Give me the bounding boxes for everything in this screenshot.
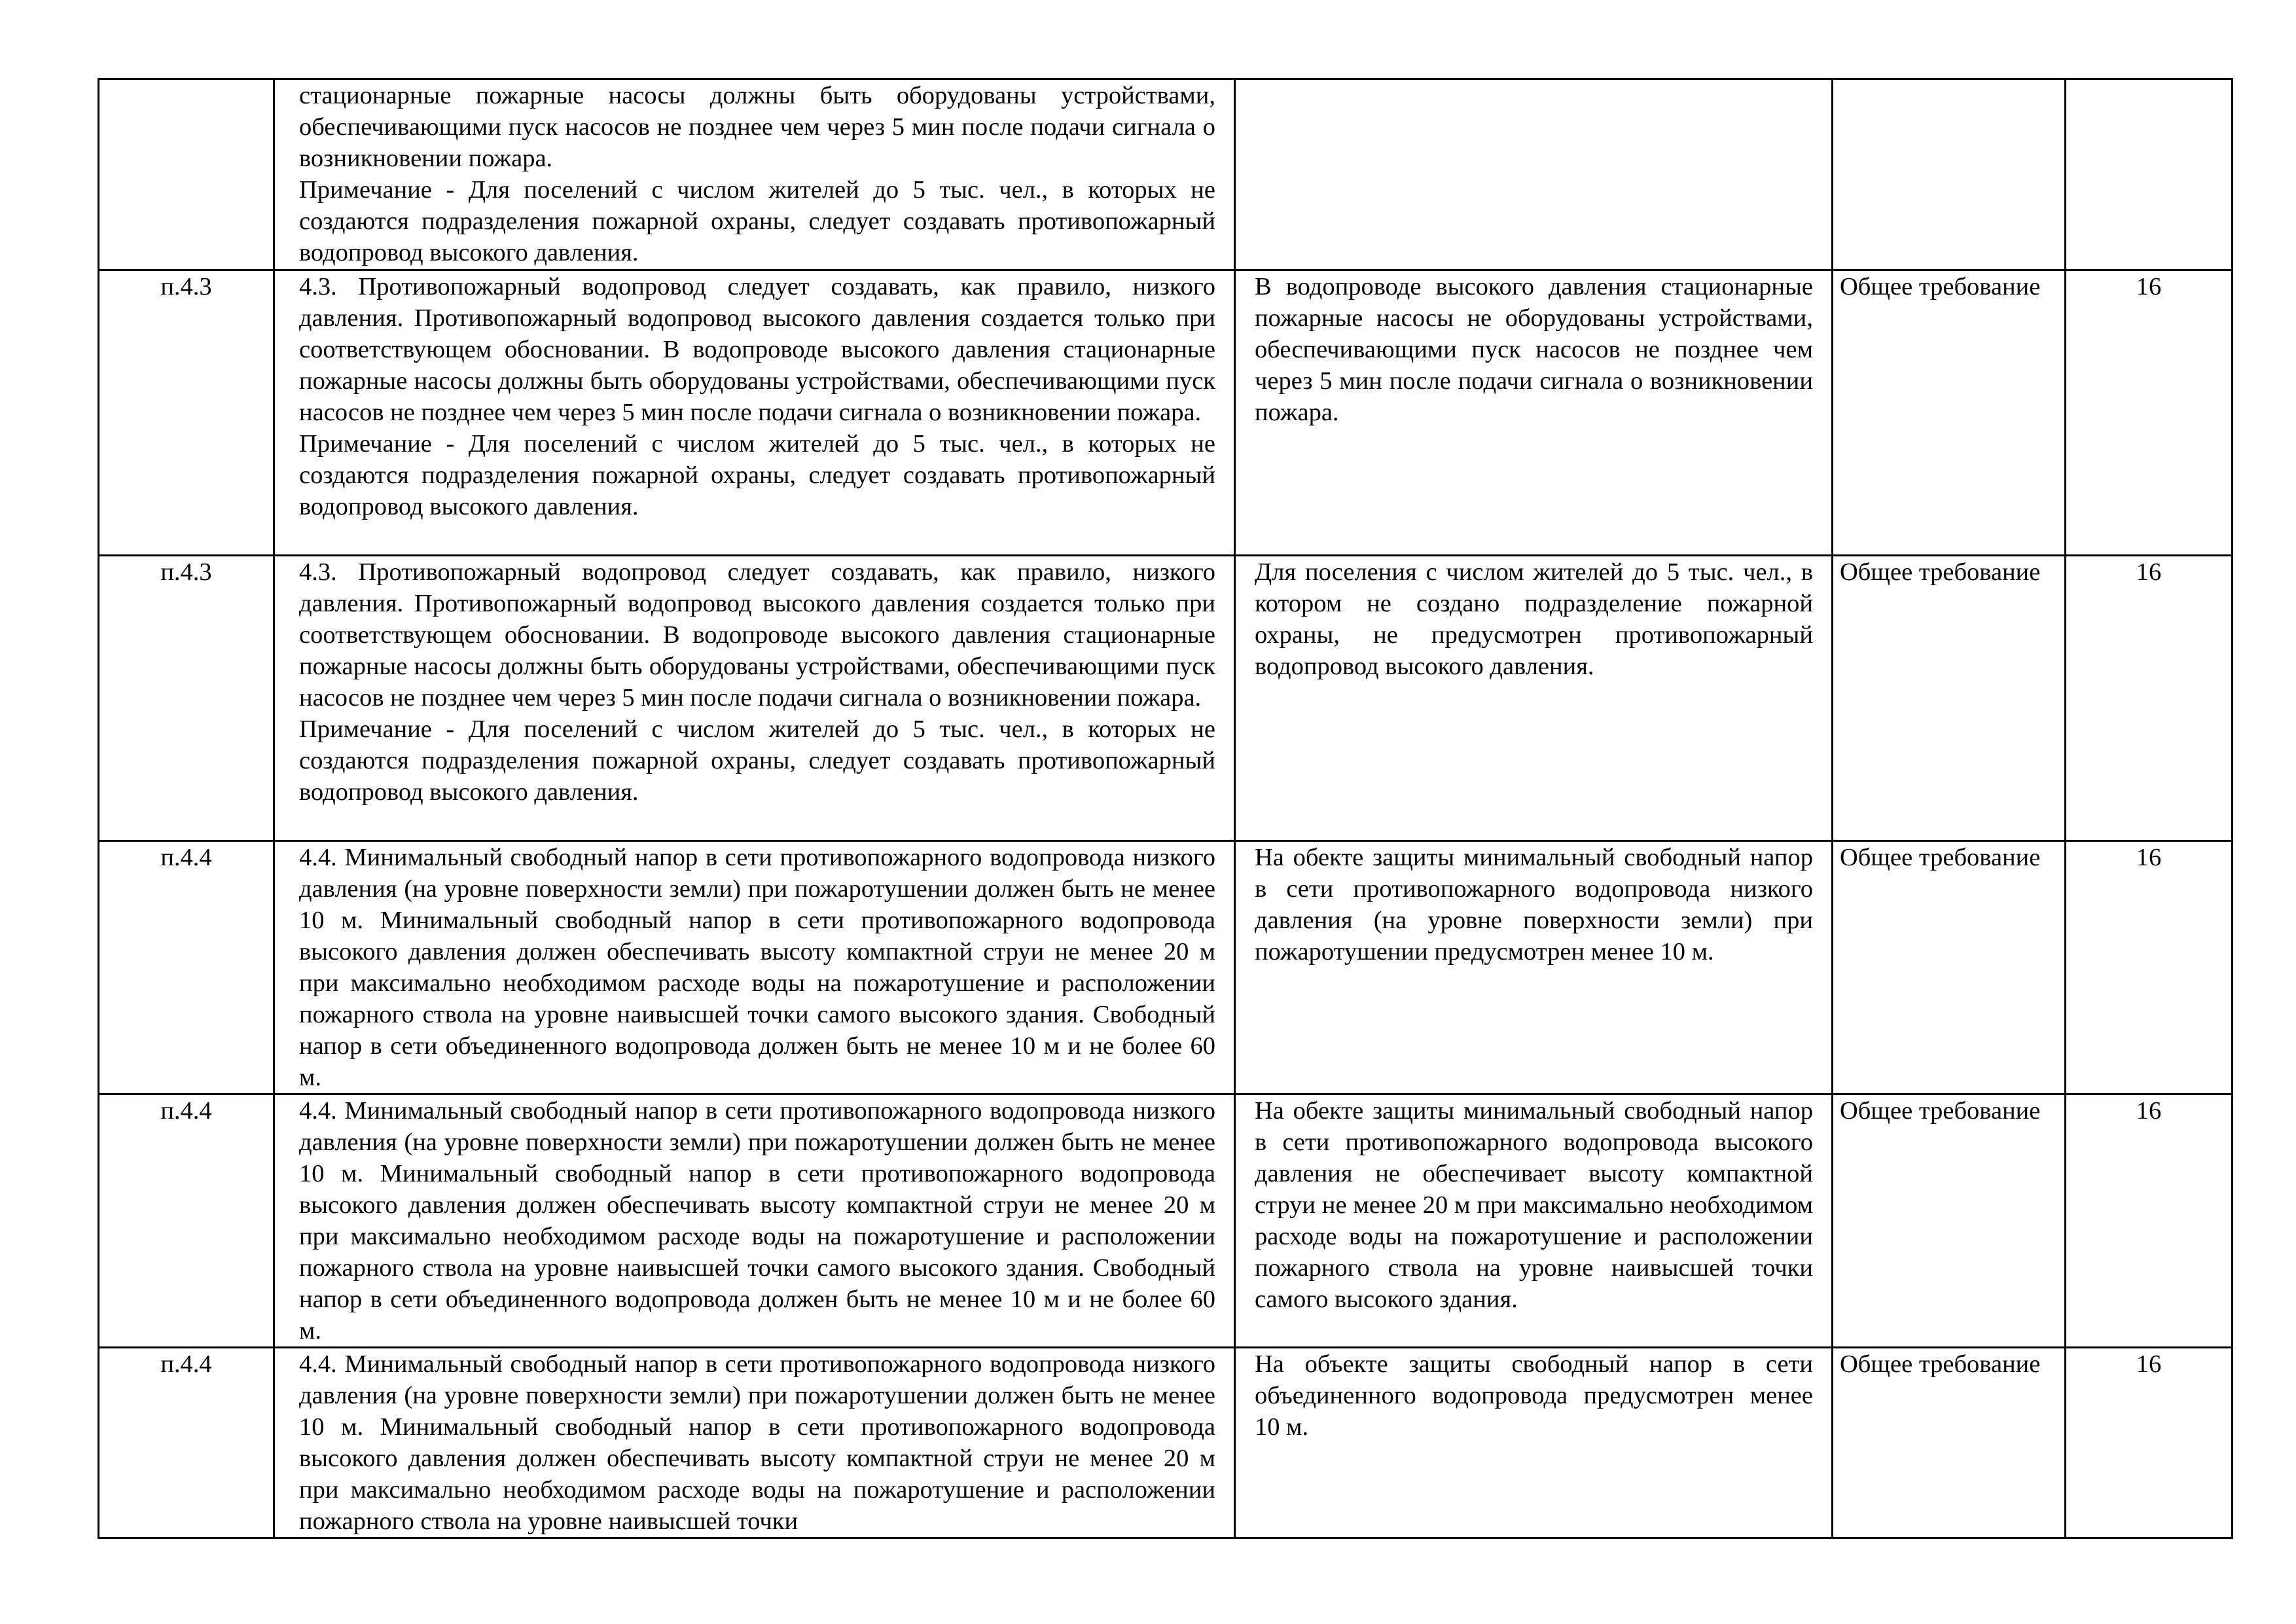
requirement-cell bbox=[274, 270, 1235, 556]
requirement-paragraph: 4.3. Противопожарный водопровод следует создавать, как правило, низкого давления. Противопожарный водопровод высокого давления создается только при соответствующем обосновании. В водопроводе высокого давления стационарные пожарные насосы должны быть оборудованы устройствами, обеспечивающими пуск насосов не позднее чем через 5 мин после подачи сигнала о возникновении пожара. bbox=[299, 273, 1215, 426]
type-cell: Общее требование bbox=[1833, 841, 2066, 1094]
requirement-note: Примечание - Для поселений с числом жителей до 5 тыс. чел., в которых не создаются подразделения пожарной охраны, следует создавать противопожарный водопровод высокого давления. bbox=[299, 176, 1215, 266]
number-cell: 16 bbox=[2066, 1348, 2233, 1538]
ref-cell: п.4.3 bbox=[99, 270, 274, 556]
type-cell: Общее требование bbox=[1833, 1348, 2066, 1538]
requirement-paragraph: 4.4. Минимальный свободный напор в сети противопожарного водопровода низкого давления (на уровне поверхности земли) при пожаротушении должен быть не менее 10 м. Минимальный свободный напор в сети противопожарного водопровода высокого давления должен обеспечивать высоту компактной струи не менее 20 м при максимально необходимом расходе воды на пожаротушение и расположении пожарного ствола на уровне наивысшей точки самого высокого здания. Свободный напор в сети объединенного водопровода должен быть не менее 10 м и не более 60 м. bbox=[299, 844, 1215, 1091]
table-row bbox=[99, 1094, 2233, 1348]
ref-cell: п.4.4 bbox=[99, 1348, 274, 1538]
ref-cell: п.4.4 bbox=[99, 841, 274, 1094]
requirements-table bbox=[98, 78, 2233, 1539]
number-cell: 16 bbox=[2066, 270, 2233, 556]
table-row bbox=[99, 556, 2233, 841]
table-row bbox=[99, 79, 2233, 270]
type-cell: Общее требование bbox=[1833, 556, 2066, 841]
requirement-note: Примечание - Для поселений с числом жителей до 5 тыс. чел., в которых не создаются подразделения пожарной охраны, следует создавать противопожарный водопровод высокого давления. bbox=[299, 715, 1215, 806]
requirement-paragraph: 4.4. Минимальный свободный напор в сети противопожарного водопровода низкого давления (на уровне поверхности земли) при пожаротушении должен быть не менее 10 м. Минимальный свободный напор в сети противопожарного водопровода высокого давления должен обеспечивать высоту компактной струи не менее 20 м при максимально необходимом расходе воды на пожаротушение и расположении пожарного ствола на уровне наивысшей точки bbox=[299, 1350, 1215, 1535]
requirement-cell bbox=[274, 1348, 1235, 1538]
table-row bbox=[99, 841, 2233, 1094]
ref-cell: п.4.4 bbox=[99, 1094, 274, 1348]
requirement-paragraph: 4.3. Противопожарный водопровод следует создавать, как правило, низкого давления. Противопожарный водопровод высокого давления создается только при соответствующем обосновании. В водопроводе высокого давления стационарные пожарные насосы должны быть оборудованы устройствами, обеспечивающими пуск насосов не позднее чем через 5 мин после подачи сигнала о возникновении пожара. bbox=[299, 558, 1215, 712]
requirement-cell bbox=[274, 1094, 1235, 1348]
requirement-cell bbox=[274, 79, 1235, 270]
number-cell bbox=[2066, 79, 2233, 270]
ref-cell bbox=[99, 79, 274, 270]
type-cell bbox=[1833, 79, 2066, 270]
violation-cell: На обекте защиты минимальный свободный напор в сети противопожарного водопровода высокого давления не обеспечивает высоту компактной струи не менее 20 м при максимально необходимом расходе воды на пожаротушение и расположении пожарного ствола на уровне наивысшей точки самого высокого здания. bbox=[1235, 1094, 1833, 1348]
violation-cell bbox=[1235, 79, 1833, 270]
ref-cell: п.4.3 bbox=[99, 556, 274, 841]
requirement-cell bbox=[274, 556, 1235, 841]
type-cell: Общее требование bbox=[1833, 1094, 2066, 1348]
requirement-paragraph: стационарные пожарные насосы должны быть оборудованы устройствами, обеспечивающими пуск насосов не позднее чем через 5 мин после подачи сигнала о возникновении пожара. bbox=[299, 82, 1215, 172]
table-row bbox=[99, 270, 2233, 556]
violation-cell: На объекте защиты свободный напор в сети объединенного водопровода предусмотрен менее 10 м. bbox=[1235, 1348, 1833, 1538]
requirement-note: Примечание - Для поселений с числом жителей до 5 тыс. чел., в которых не создаются подразделения пожарной охраны, следует создавать противопожарный водопровод высокого давления. bbox=[299, 430, 1215, 520]
type-cell: Общее требование bbox=[1833, 270, 2066, 556]
requirement-cell bbox=[274, 841, 1235, 1094]
number-cell: 16 bbox=[2066, 841, 2233, 1094]
violation-cell: Для поселения с числом жителей до 5 тыс. чел., в котором не создано подразделение пожарной охраны, не предусмотрен противопожарный водопровод высокого давления. bbox=[1235, 556, 1833, 841]
requirement-paragraph: 4.4. Минимальный свободный напор в сети противопожарного водопровода низкого давления (на уровне поверхности земли) при пожаротушении должен быть не менее 10 м. Минимальный свободный напор в сети противопожарного водопровода высокого давления должен обеспечивать высоту компактной струи не менее 20 м при максимально необходимом расходе воды на пожаротушение и расположении пожарного ствола на уровне наивысшей точки самого высокого здания. Свободный напор в сети объединенного водопровода должен быть не менее 10 м и не более 60 м. bbox=[299, 1097, 1215, 1344]
number-cell: 16 bbox=[2066, 556, 2233, 841]
table-row bbox=[99, 1348, 2233, 1538]
violation-cell: В водопроводе высокого давления стационарные пожарные насосы не оборудованы устройствами, обеспечивающими пуск насосов не позднее чем через 5 мин после подачи сигнала о возникновении пожара. bbox=[1235, 270, 1833, 556]
violation-cell: На обекте защиты минимальный свободный напор в сети противопожарного водопровода низкого давления (на уровне поверхности земли) при пожаротушении предусмотрен менее 10 м. bbox=[1235, 841, 1833, 1094]
number-cell: 16 bbox=[2066, 1094, 2233, 1348]
